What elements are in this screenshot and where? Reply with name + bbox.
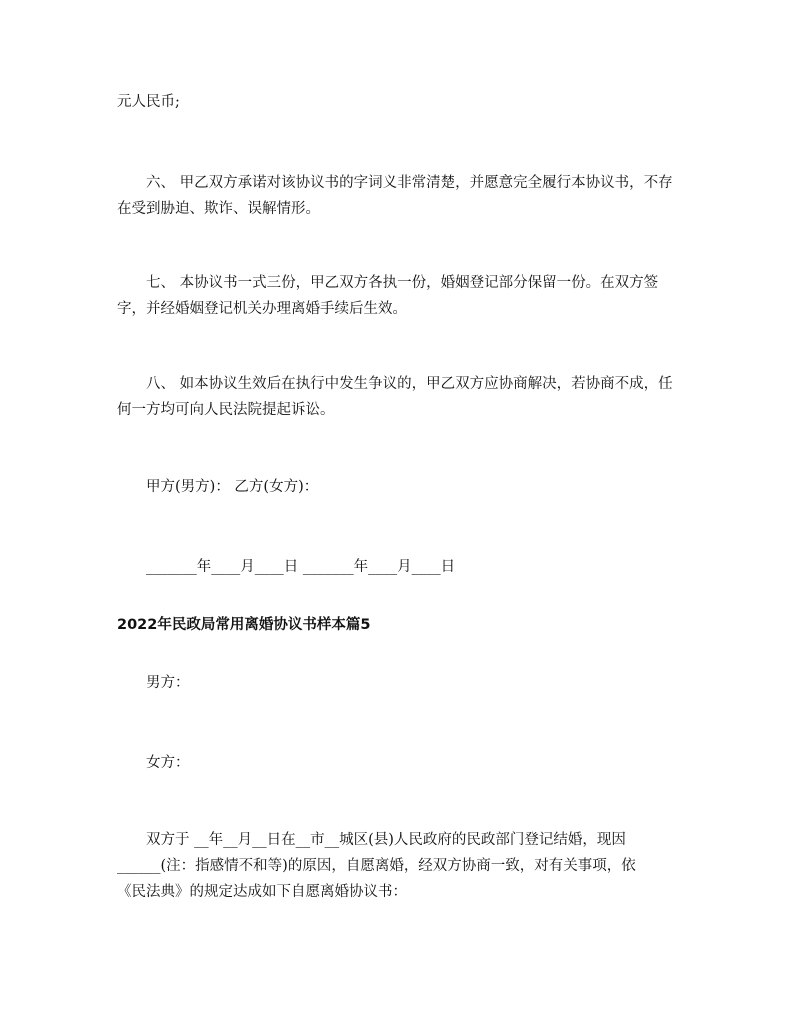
male-party-label: 男方： — [146, 675, 190, 691]
text-line-top: 元人民币; — [117, 94, 180, 110]
intro-line-2: ______(注：指感情不和等)的原因，自愿离婚，经双方协商一致，对有关事项，依 — [117, 858, 636, 874]
clause-7: 七、 本协议书一式三份，甲乙双方各执一份，婚姻登记部分保留一份。在双方签字，并经婚姻登记机关办理离婚手续后生效。 — [117, 275, 659, 317]
date-blanks: _______年____月____日 _______年____月____日 — [146, 559, 456, 575]
female-party-label: 女方： — [146, 755, 190, 771]
intro-line-1: 双方于 __年__月__日在__市__城区(县)人民政府的民政部门登记结婚，现因 — [146, 832, 626, 848]
intro-line-3: 《民法典》的规定达成如下自愿离婚协议书： — [117, 884, 407, 900]
clause-6: 六、 甲乙双方承诺对该协议书的字词义非常清楚，并愿意完全履行本协议书，不存在受到胁迫、欺诈、误解情形。 — [117, 175, 673, 217]
signature-line: 甲方(男方)： 乙方(女方)： — [146, 479, 319, 495]
section-heading: 2022年民政局常用离婚协议书样本篇5 — [117, 617, 371, 633]
clause-8: 八、 如本协议生效后在执行中发生争议的，甲乙双方应协商解决，若协商不成，任何一方均可向人民法院提起诉讼。 — [117, 376, 673, 418]
